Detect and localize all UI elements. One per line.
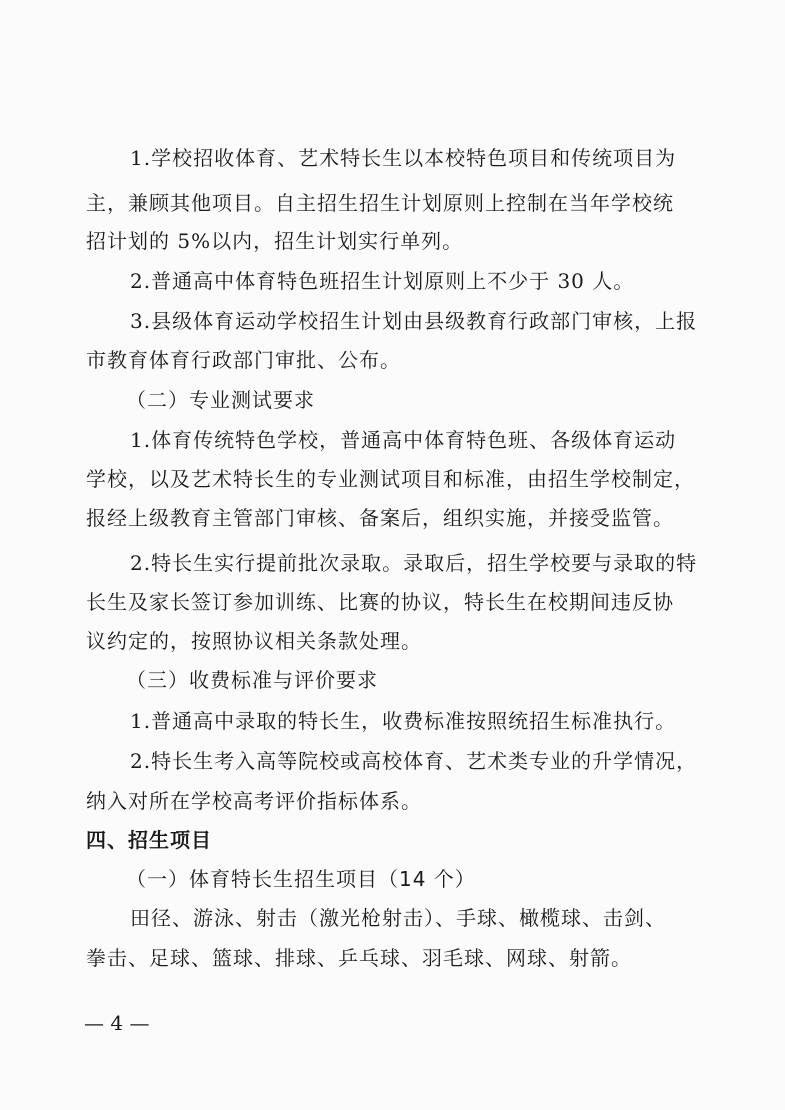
paragraph-line: 主，兼顾其他项目。自主招生招生计划原则上控制在当年学校统 xyxy=(86,191,674,215)
page-number: — 4 — xyxy=(84,1011,150,1035)
paragraph-line: 招计划的 5%以内，招生计划实行单列。 xyxy=(86,229,464,253)
paragraph-line: 议约定的，按照协议相关条款处理。 xyxy=(86,629,422,653)
paragraph-line: 学校，以及艺术特长生的专业测试项目和标准，由招生学校制定， xyxy=(86,467,695,491)
paragraph-line: 2.特长生实行提前批次录取。录取后，招生学校要与录取的特 xyxy=(130,551,698,575)
paragraph-line: 纳入对所在学校高考评价指标体系。 xyxy=(86,789,422,813)
paragraph-line: 2.特长生考入高等院校或高校体育、艺术类专业的升学情况， xyxy=(130,749,698,773)
paragraph-line: 田径、游泳、射击（激光枪射击）、手球、橄榄球、击剑、 xyxy=(130,906,666,930)
section-heading: （三）收费标准与评价要求 xyxy=(126,668,378,692)
paragraph-line: 长生及家长签订参加训练、比赛的协议，特长生在校期间违反协 xyxy=(86,590,674,614)
paragraph-line: 报经上级教育主管部门审核、备案后，组织实施，并接受监管。 xyxy=(86,506,674,530)
chapter-heading: 四、招生项目 xyxy=(86,828,212,852)
paragraph-line: 拳击、足球、篮球、排球、乒乓球、羽毛球、网球、射箭。 xyxy=(86,946,632,970)
paragraph-line: 1.体育传统特色学校，普通高中体育特色班、各级体育运动 xyxy=(130,428,677,452)
paragraph-line: 市教育体育行政部门审批、公布。 xyxy=(86,348,401,372)
paragraph-line: 1.普通高中录取的特长生，收费标准按照统招生标准执行。 xyxy=(130,709,677,733)
paragraph-line: 3.县级体育运动学校招生计划由县级教育行政部门审核，上报 xyxy=(130,309,698,333)
paragraph-line: 2.普通高中体育特色班招生计划原则上不少于 30 人。 xyxy=(130,269,635,293)
section-heading: （二）专业测试要求 xyxy=(126,388,315,412)
section-heading: （一）体育特长生招生项目（14 个） xyxy=(126,867,476,891)
paragraph-line: 1.学校招收体育、艺术特长生以本校特色项目和传统项目为 xyxy=(130,146,677,170)
